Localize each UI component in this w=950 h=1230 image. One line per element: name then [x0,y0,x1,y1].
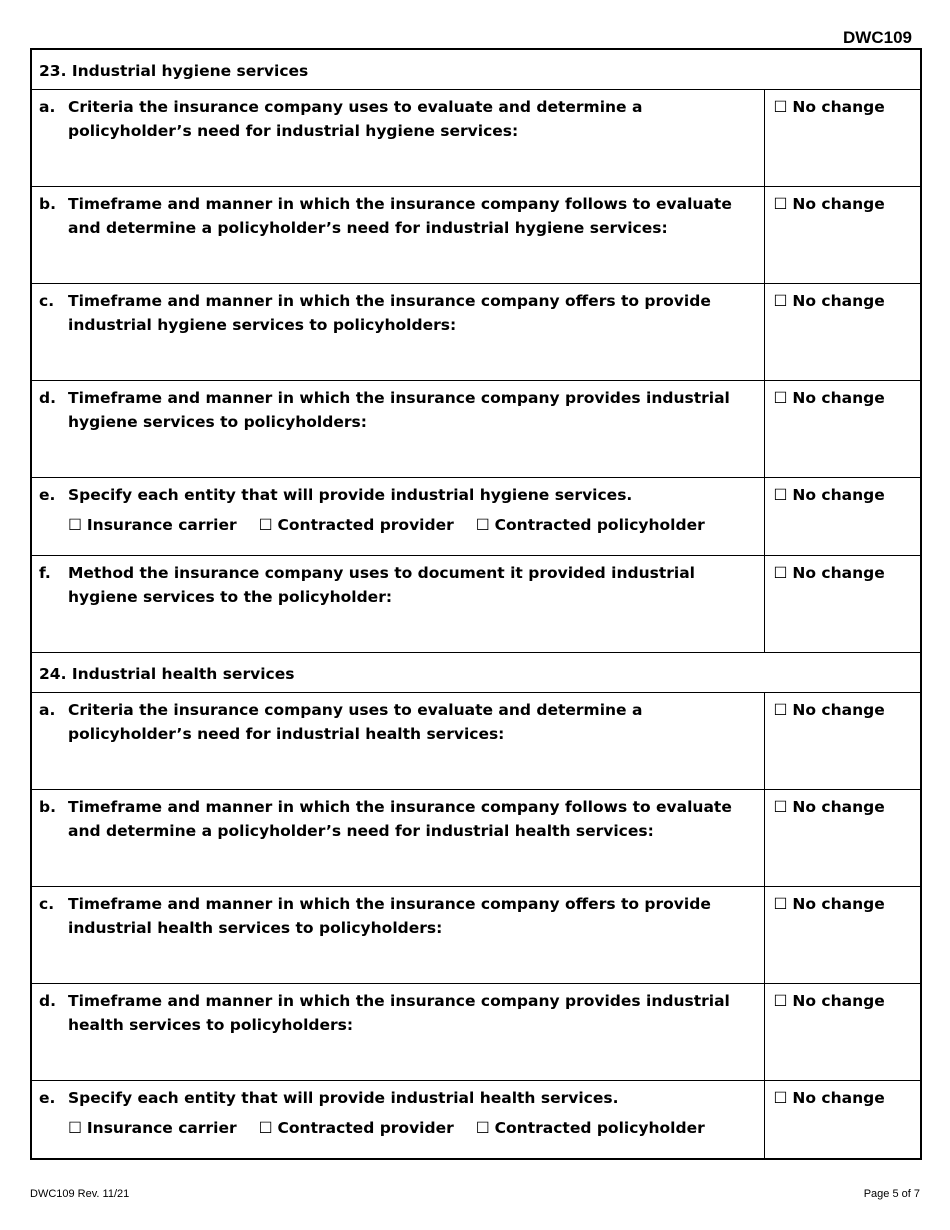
item-letter: e. [39,486,56,504]
checkbox-icon[interactable]: ☐ [773,992,788,1010]
form-row [31,381,921,478]
item-text: Specify each entity that will provide industrial health services. [68,1089,619,1107]
no-change-label: No change [792,564,885,582]
form-row [31,90,921,187]
item-letter: c. [39,292,55,310]
item-23-0 [32,90,764,186]
item-letter: a. [39,701,56,719]
entity-option-label: Contracted policyholder [494,1119,705,1137]
form-row [31,478,921,556]
checkbox-icon[interactable]: ☐ [258,1119,273,1137]
item-24-4 [32,1081,764,1158]
item-letter: b. [39,798,56,816]
form-id: DWC109 [843,28,912,47]
entity-option-checkbox[interactable] [476,516,705,534]
no-change-label: No change [792,195,885,213]
no-change-label: No change [792,895,885,913]
item-letter: e. [39,1089,56,1107]
entity-options [68,1119,764,1137]
item-24-1 [32,790,764,886]
item-letter: a. [39,98,56,116]
checkbox-icon[interactable]: ☐ [68,1119,82,1137]
form-row [31,284,921,381]
no-change-label: No change [792,1089,885,1107]
checkbox-icon[interactable]: ☐ [258,516,273,534]
no-change-checkbox[interactable] [765,284,921,313]
form-row [31,984,921,1081]
entity-option-label: Contracted provider [277,516,454,534]
form-row [31,790,921,887]
no-change-checkbox[interactable] [765,381,921,410]
item-23-1 [32,187,764,283]
checkbox-icon[interactable]: ☐ [773,98,788,116]
footer-page-number: Page 5 of 7 [863,1188,920,1200]
item-24-0 [32,693,764,789]
item-23-3 [32,381,764,477]
item-letter: f. [39,564,51,582]
entity-option-label: Contracted provider [277,1119,454,1137]
no-change-checkbox[interactable] [765,887,921,916]
services-form-table [30,48,922,1160]
entity-option-checkbox[interactable] [259,1119,454,1137]
form-row [31,556,921,653]
no-change-checkbox[interactable] [765,478,921,507]
checkbox-icon[interactable]: ☐ [68,516,82,534]
item-text: Timeframe and manner in which the insurance company offers to provide industrial health services to policyholders: [68,895,711,937]
item-letter: d. [39,389,56,407]
no-change-checkbox[interactable] [765,556,921,585]
section-24-title: 24. Industrial health services [39,665,295,683]
checkbox-icon[interactable]: ☐ [773,564,788,582]
no-change-checkbox[interactable] [765,1081,921,1110]
item-text: Timeframe and manner in which the insurance company offers to provide industrial hygiene services to policyholders: [68,292,711,334]
form-row [31,693,921,790]
item-24-3 [32,984,764,1080]
item-text: Timeframe and manner in which the insurance company provides industrial hygiene services to policyholders: [68,389,730,431]
item-letter: d. [39,992,56,1010]
no-change-checkbox[interactable] [765,187,921,216]
no-change-checkbox[interactable] [765,984,921,1013]
no-change-checkbox[interactable] [765,90,921,119]
item-23-5 [32,556,764,652]
no-change-label: No change [792,98,885,116]
checkbox-icon[interactable]: ☐ [773,195,788,213]
item-text: Timeframe and manner in which the insurance company follows to evaluate and determine a policyholder’s need for industrial hygiene services: [68,195,732,237]
section-23-title: 23. Industrial hygiene services [39,62,309,80]
item-24-2 [32,887,764,983]
checkbox-icon[interactable]: ☐ [773,389,788,407]
no-change-label: No change [792,292,885,310]
item-23-2 [32,284,764,380]
no-change-label: No change [792,701,885,719]
checkbox-icon[interactable]: ☐ [475,516,490,534]
no-change-label: No change [792,992,885,1010]
form-row [31,1081,921,1160]
no-change-label: No change [792,389,885,407]
no-change-label: No change [792,798,885,816]
no-change-checkbox[interactable] [765,693,921,722]
no-change-checkbox[interactable] [765,790,921,819]
checkbox-icon[interactable]: ☐ [773,1089,788,1107]
entity-option-checkbox[interactable] [68,516,237,534]
entity-option-checkbox[interactable] [476,1119,705,1137]
item-letter: b. [39,195,56,213]
item-text: Timeframe and manner in which the insurance company provides industrial health services to policyholders: [68,992,730,1034]
checkbox-icon[interactable]: ☐ [773,895,788,913]
no-change-label: No change [792,486,885,504]
entity-option-checkbox[interactable] [259,516,454,534]
entity-option-label: Insurance carrier [86,1119,237,1137]
entity-option-label: Insurance carrier [86,516,237,534]
entity-options [68,516,764,534]
checkbox-icon[interactable]: ☐ [773,292,788,310]
checkbox-icon[interactable]: ☐ [475,1119,490,1137]
entity-option-checkbox[interactable] [68,1119,237,1137]
form-row [31,887,921,984]
item-23-4 [32,478,764,555]
footer-revision: DWC109 Rev. 11/21 [30,1188,130,1200]
checkbox-icon[interactable]: ☐ [773,486,788,504]
item-text: Specify each entity that will provide industrial hygiene services. [68,486,633,504]
item-text: Criteria the insurance company uses to evaluate and determine a policyholder’s need for industrial hygiene services: [68,98,643,140]
item-text: Criteria the insurance company uses to evaluate and determine a policyholder’s need for industrial health services: [68,701,643,743]
checkbox-icon[interactable]: ☐ [773,701,788,719]
entity-option-label: Contracted policyholder [494,516,705,534]
form-row [31,187,921,284]
checkbox-icon[interactable]: ☐ [773,798,788,816]
item-text: Timeframe and manner in which the insurance company follows to evaluate and determine a policyholder’s need for industrial health services: [68,798,732,840]
item-text: Method the insurance company uses to document it provided industrial hygiene services to the policyholder: [68,564,695,606]
item-letter: c. [39,895,55,913]
